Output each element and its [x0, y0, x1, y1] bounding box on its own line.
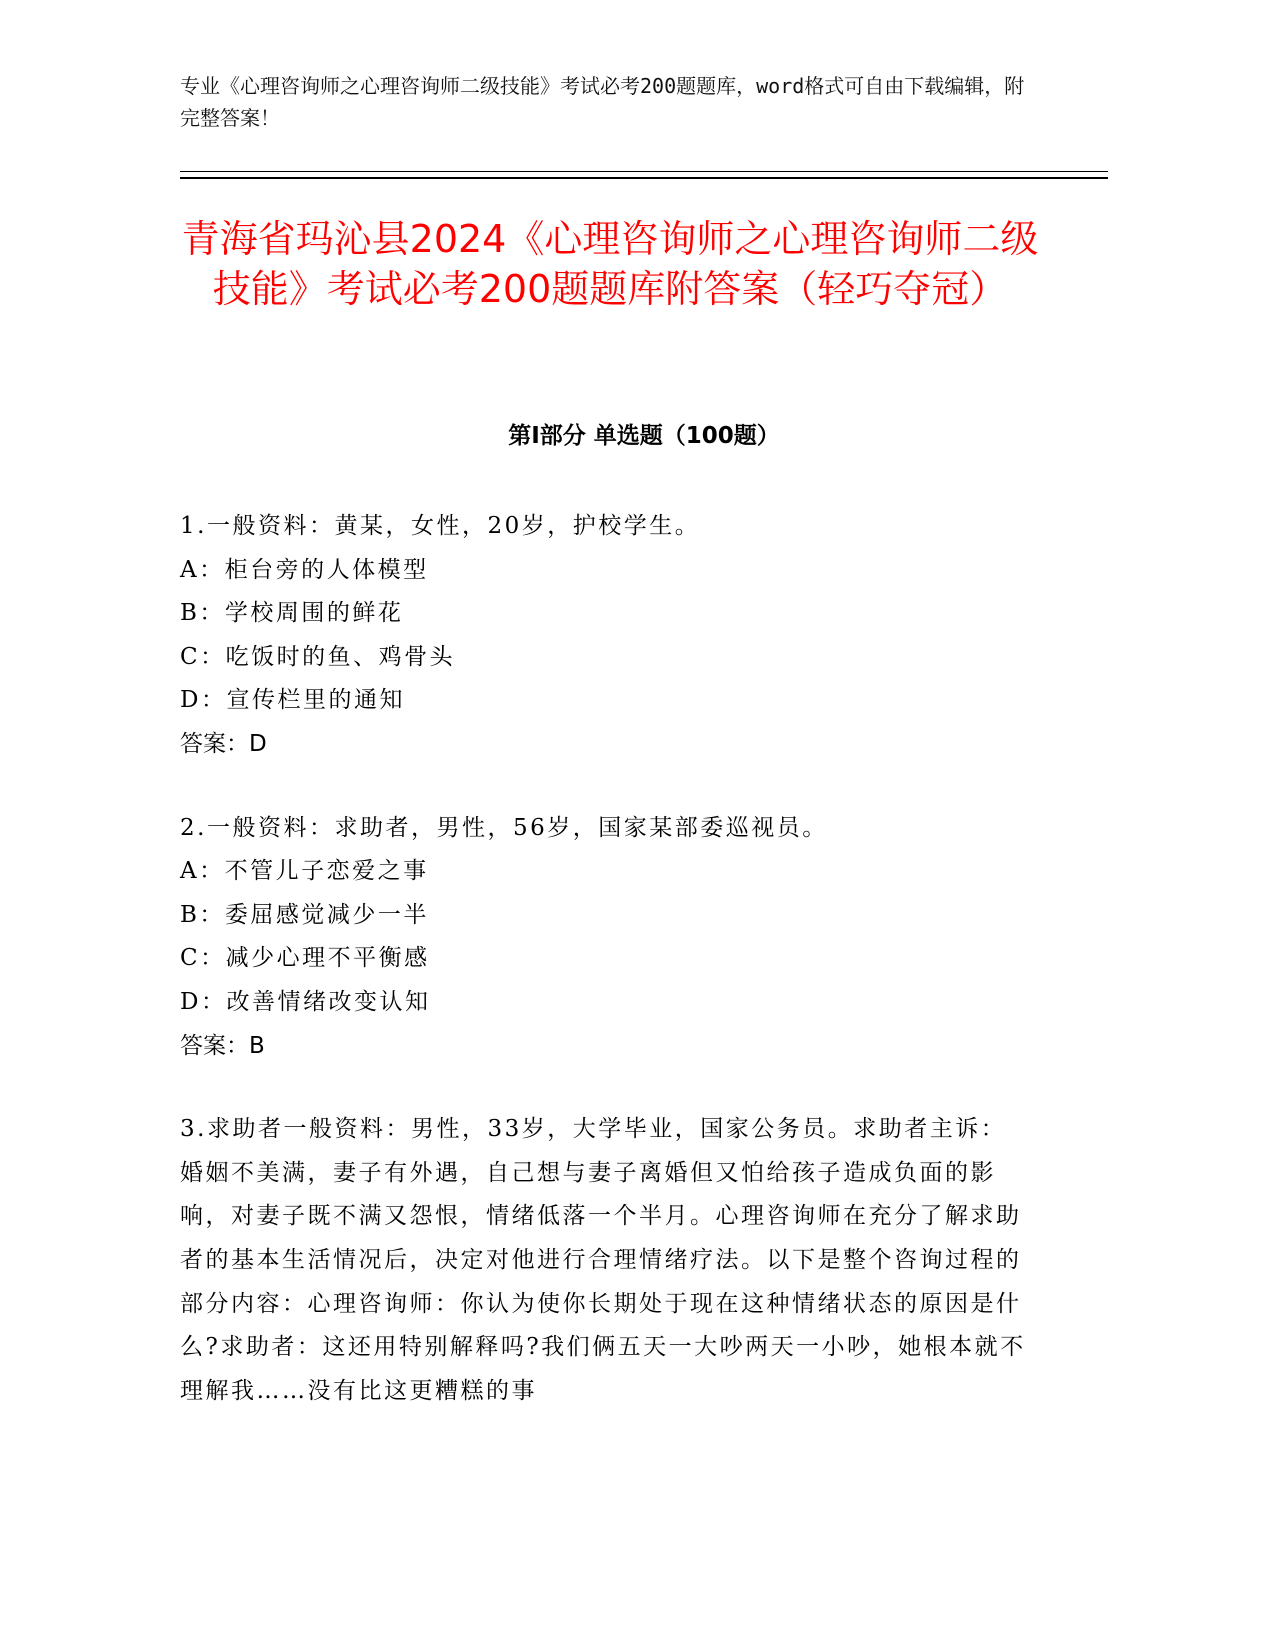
option-d: D：宣传栏里的通知 — [180, 687, 405, 714]
option-a: A：不管儿子恋爱之事 — [180, 858, 429, 885]
question-1 — [180, 505, 1030, 767]
question-3 — [180, 1108, 1030, 1413]
header-divider-thick — [180, 177, 1108, 179]
option-b: B：学校周围的鲜花 — [180, 600, 404, 627]
question-stem: 1.一般资料：黄某，女性，20岁，护校学生。 — [180, 513, 701, 539]
question-2 — [180, 807, 1030, 1069]
section-title: 第I部分 单选题（100题） — [508, 423, 780, 449]
header-divider-thin — [180, 171, 1108, 172]
question-stem: 2.一般资料：求助者，男性，56岁，国家某部委巡视员。 — [180, 814, 828, 841]
option-c: C：吃饭时的鱼、鸡骨头 — [180, 643, 456, 670]
document-title: 青海省玛沁县2024《心理咨询师之心理咨询师二级技能》考试必考200题题库附答案（轻巧夺冠） — [181, 217, 1039, 311]
option-b: B：委屈感觉减少一半 — [180, 901, 429, 928]
question-stem: 3.求助者一般资料：男性，33岁，大学毕业，国家公务员。求助者主诉：婚姻不美满，妻子有外遇，自己想与妻子离婚但又怕给孩子造成负面的影响，对妻子既不满又怨恨，情绪低落一个半月。心理咨询师在充分了解求助者的基本生活情况后，决定对他进行合理情绪疗法。以下是整个咨询过程的部分内容：心理咨询师：你认为使你长期处于现在这种情绪状态的原因是什么?求助者：这还用特别解释吗?我们俩五天一大吵两天一小吵，她根本就不理解我……没有比这更糟糕的事 — [180, 1116, 1026, 1404]
answer: 答案：B — [180, 1032, 265, 1059]
question-list — [180, 505, 1030, 1453]
answer: 答案：D — [180, 730, 267, 757]
header-note: 专业《心理咨询师之心理咨询师二级技能》考试必考200题题库，word格式可自由下载编辑，附完整答案！ — [180, 74, 1025, 130]
option-c: C：减少心理不平衡感 — [180, 945, 430, 972]
option-d: D：改善情绪改变认知 — [180, 988, 431, 1015]
option-a: A：柜台旁的人体模型 — [180, 556, 429, 583]
